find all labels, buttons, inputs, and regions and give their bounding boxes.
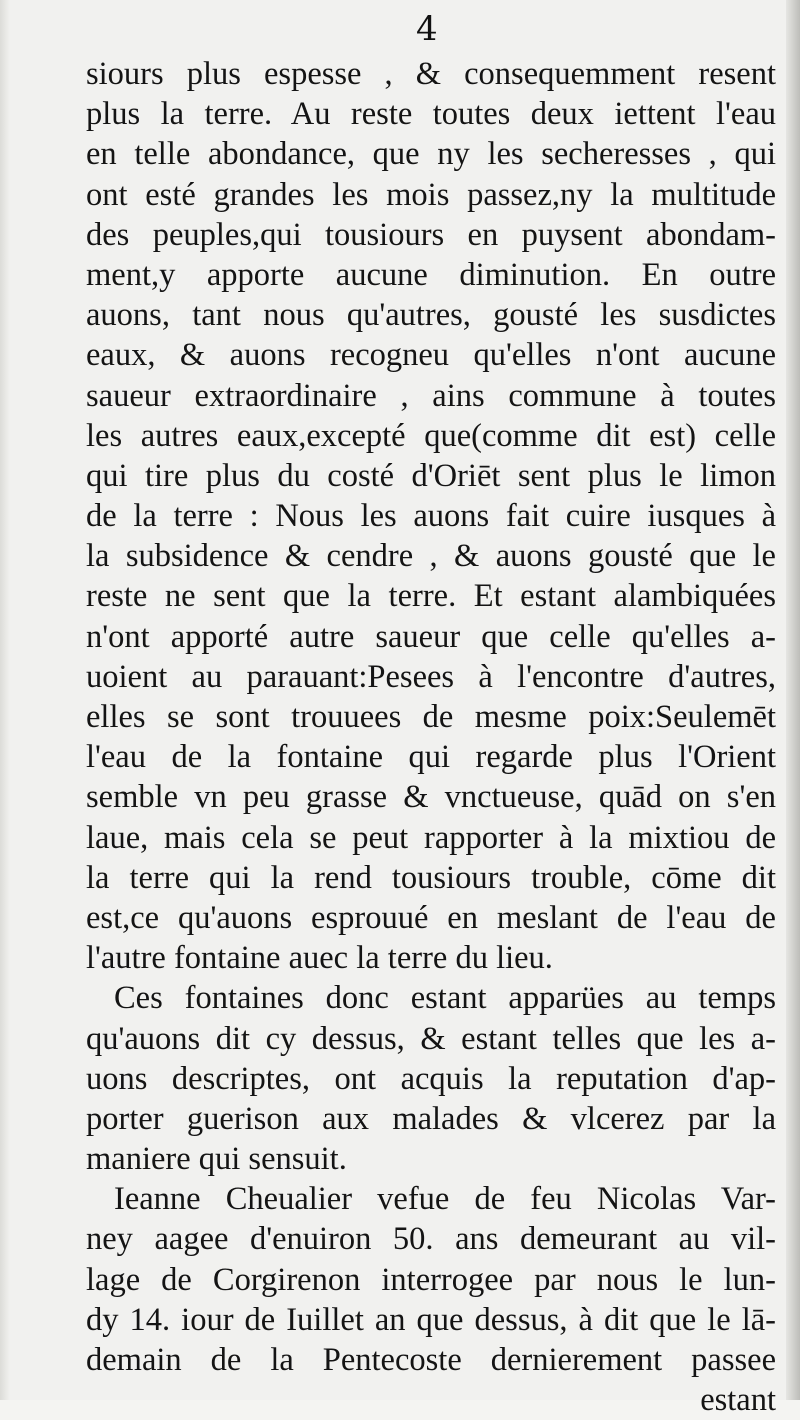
text-line: dy 14. iour de Iuillet an que dessus, à dit que le lā- <box>86 1301 776 1338</box>
text-line: saueur extraordinaire , ains commune à toutes <box>86 377 776 414</box>
text-line: eaux, & auons recogneu qu'elles n'ont aucune <box>86 337 776 374</box>
text-line: est,ce qu'auons esprouué en meslant de l'eau de <box>86 899 776 936</box>
paragraph-last-line: maniere qui sensuit. <box>86 1141 347 1178</box>
text-line: en telle abondance, que ny les secheresses , qui <box>86 136 776 173</box>
text-line: demain de la Pentecoste dernierement passee <box>86 1342 776 1378</box>
text-line: lage de Corgirenon interrogee par nous le lun- <box>86 1261 776 1298</box>
text-line: des peuples,qui tousiours en puysent abondam- <box>86 216 776 253</box>
text-line: qu'auons dit cy dessus, & estant telles que les a- <box>86 1020 776 1057</box>
paragraph-last-line: l'autre fontaine auec la terre du lieu. <box>86 940 553 977</box>
text-line: siours plus espesse , & consequemment resent <box>86 56 776 92</box>
text-line: la subsidence & cendre , & auons gousté que le <box>86 538 776 575</box>
page-gutter-shadow <box>0 0 10 1400</box>
text-line: qui tire plus du costé d'Oriēt sent plus le limon <box>86 457 776 494</box>
text-line: la terre qui la rend tousiours trouble, cōme dit <box>86 859 776 896</box>
text-line: ment,y apporte aucune diminution. En outre <box>86 256 776 293</box>
page-number: 4 <box>416 9 438 49</box>
text-line: semble vn peu grasse & vnctueuse, quād on s'en <box>86 779 776 816</box>
text-line: plus la terre. Au reste toutes deux iettent l'eau <box>86 96 776 133</box>
paragraph-first-line: Ces fontaines donc estant apparües au temps <box>114 980 776 1017</box>
catchword: estant <box>700 1382 776 1419</box>
text-line: ont esté grandes les mois passez,ny la multitude <box>86 176 776 213</box>
text-line: les autres eaux,excepté que(comme dit est) celle <box>86 417 776 454</box>
text-line: uoient au parauant:Pesees à l'encontre d'autres, <box>86 658 776 695</box>
text-line: elles se sont trouuees de mesme poix:Seulemēt <box>86 699 776 735</box>
text-line: de la terre : Nous les auons fait cuire iusques à <box>86 498 776 535</box>
page-edge-shadow <box>786 0 800 1400</box>
body-text <box>86 54 776 1420</box>
text-line: n'ont apporté autre saueur que celle qu'elles a- <box>86 618 776 655</box>
paragraph-first-line: Ieanne Cheualier vefue de feu Nicolas Var- <box>114 1181 776 1218</box>
text-line: ney aagee d'enuiron 50. ans demeurant au vil- <box>86 1221 776 1258</box>
text-line: uons descriptes, ont acquis la reputation d'ap- <box>86 1060 776 1097</box>
text-line: laue, mais cela se peut rapporter à la mixtiou de <box>86 819 776 856</box>
text-line: reste ne sent que la terre. Et estant alambiquées <box>86 578 776 615</box>
text-line: l'eau de la fontaine qui regarde plus l'Orient <box>86 739 776 776</box>
text-line: auons, tant nous qu'autres, gousté les susdictes <box>86 297 776 334</box>
text-line: porter guerison aux malades & vlcerez par la <box>86 1100 776 1137</box>
